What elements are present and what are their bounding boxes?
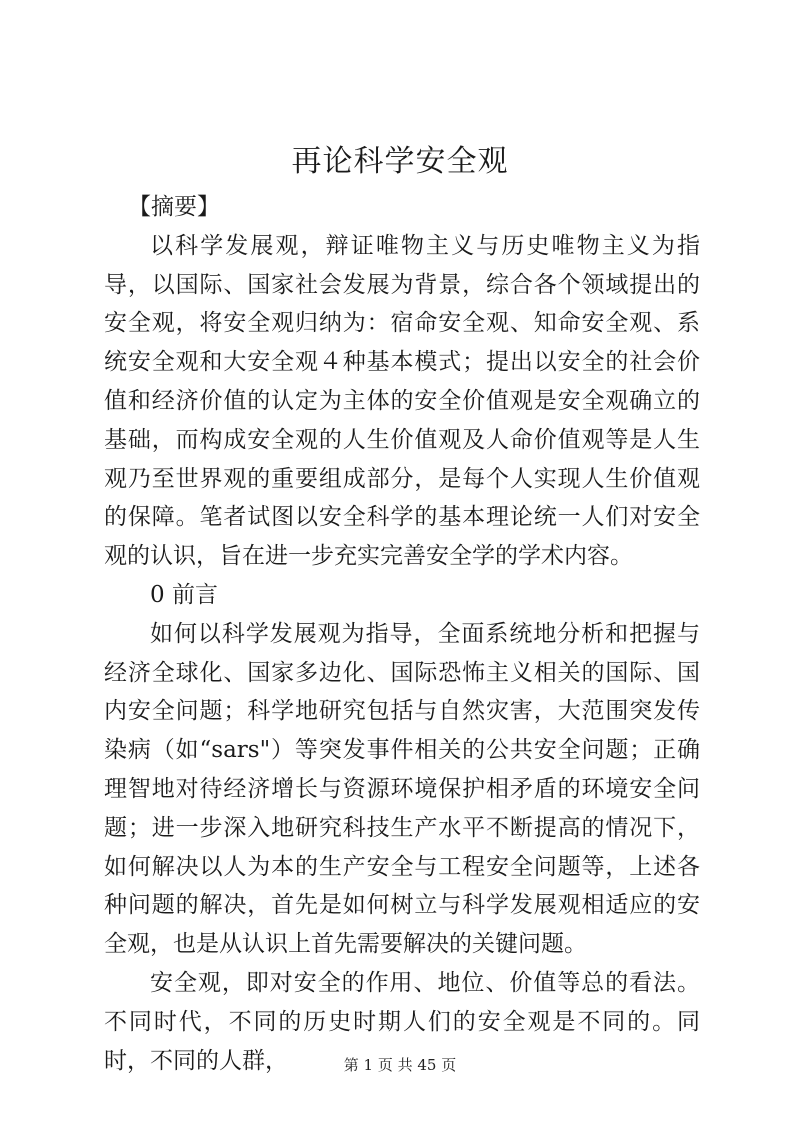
- page-footer: 第 1 页 共 45 页: [343, 1056, 457, 1074]
- body-paragraph: 如何以科学发展观为指导，全面系统地分析和把握与经济全球化、国家多边化、国际恐怖主义相关的国际、国内安全问题；科学地研究包括与自然灾害，大范围突发传染病（如“sars"）等突发事件相关的公共安全问题；正确理智地对待经济增长与资源环境保护相矛盾的环境安全问题；进一步深入地研究科技生产水平不断提高的情况下，如何解决以人为本的生产安全与工程安全问题等，上述各种问题的解决，首先是如何树立与科学发展观相适应的安全观，也是从认识上首先需要解决的关键问题。: [104, 620, 700, 958]
- page-title: 再论科学安全观: [291, 144, 509, 179]
- document-body: [104, 188, 700, 1080]
- body-paragraph: 安全观，即对安全的作用、地位、价值等总的看法。不同时代，不同的历史时期人们的安全观是不同的。同时，不同的人群，: [104, 969, 700, 1074]
- abstract-label: 【摘要】: [128, 194, 220, 220]
- section-heading-preface: 0 前言: [150, 581, 218, 608]
- abstract-paragraph: 以科学发展观，辩证唯物主义与历史唯物主义为指导，以国际、国家社会发展为背景，综合各个领域提出的安全观，将安全观归纳为：宿命安全观、知命安全观、系统安全观和大安全观４种基本模式；提出以安全的社会价值和经济价值的认定为主体的安全价值观是安全观确立的基础，而构成安全观的人生价值观及人命价值观等是人生观乃至世界观的重要组成部分，是每个人实现人生价值观的保障。笔者试图以安全科学的基本理论统一人们对安全观的认识，旨在进一步充实完善安全学的学术内容。: [104, 232, 700, 570]
